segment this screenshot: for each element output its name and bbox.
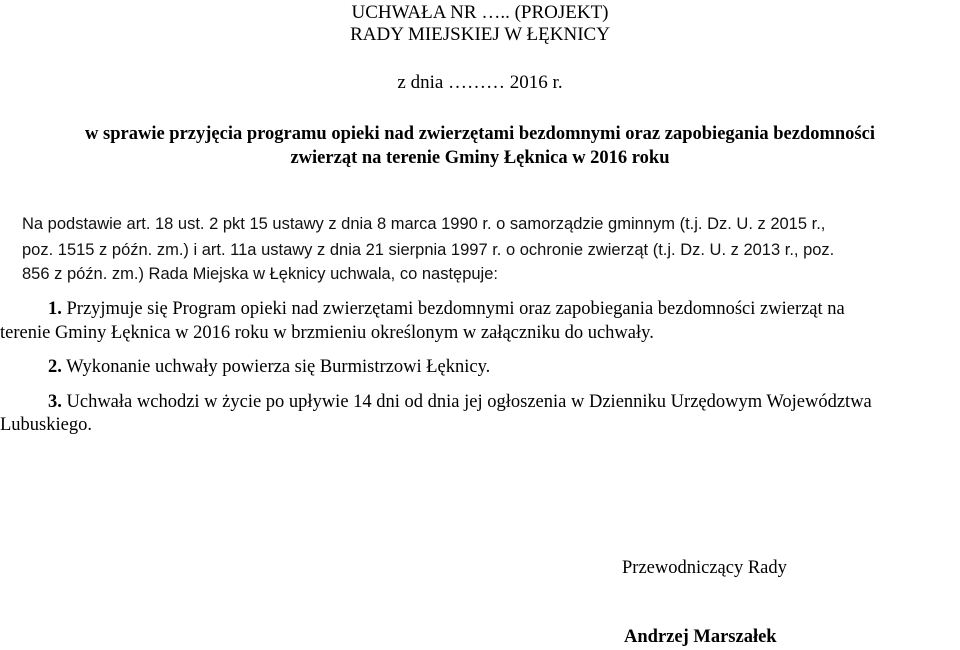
signature-name: Andrzej Marszałek (624, 627, 777, 647)
section-3-line-1 (48, 391, 872, 413)
subject-line-1: w sprawie przyjęcia programu opieki nad zwierzętami bezdomnymi oraz zapobiegania bezdomności (85, 124, 875, 144)
date-line: z dnia ……… 2016 r. (397, 72, 563, 93)
section-1-line-1 (48, 298, 845, 320)
signature-role: Przewodniczący Rady (622, 558, 787, 578)
section-3-text: Uchwała wchodzi w życie po upływie 14 dni od dnia jej ogłoszenia w Dzienniku Urzędowym Województwa (61, 392, 872, 412)
section-2-number: 2. (48, 357, 62, 377)
section-1-number: 1. (48, 299, 62, 319)
legal-basis-line-1: Na podstawie art. 18 ust. 2 pkt 15 ustawy z dnia 8 marca 1990 r. o samorządzie gminnym (t.j. Dz. U. z 2015 r., (22, 215, 826, 233)
section-3-line-2: Lubuskiego. (0, 415, 92, 435)
section-3-number: 3. (48, 392, 62, 412)
legal-basis-line-2: poz. 1515 z późn. zm.) i art. 11a ustawy z dnia 21 sierpnia 1997 r. o ochronie zwierząt (t.j. Dz. U. z 2013 r., poz. (22, 241, 835, 259)
document-title: UCHWAŁA NR ….. (PROJEKT) (351, 2, 609, 23)
council-name: RADY MIEJSKIEJ W ŁĘKNICY (350, 24, 610, 45)
section-1-text: Przyjmuje się Program opieki nad zwierzętami bezdomnymi oraz zapobiegania bezdomności zwierząt na (61, 299, 845, 319)
section-1-line-2: terenie Gminy Łęknica w 2016 roku w brzmieniu określonym w załączniku do uchwały. (0, 323, 654, 343)
subject-line-2: zwierząt na terenie Gminy Łęknica w 2016 roku (290, 148, 670, 168)
section-2-line-1 (48, 356, 490, 378)
legal-basis-line-3: 856 z późn. zm.) Rada Miejska w Łęknicy uchwala, co następuje: (22, 265, 498, 283)
section-2-text: Wykonanie uchwały powierza się Burmistrzowi Łęknicy. (61, 357, 491, 377)
